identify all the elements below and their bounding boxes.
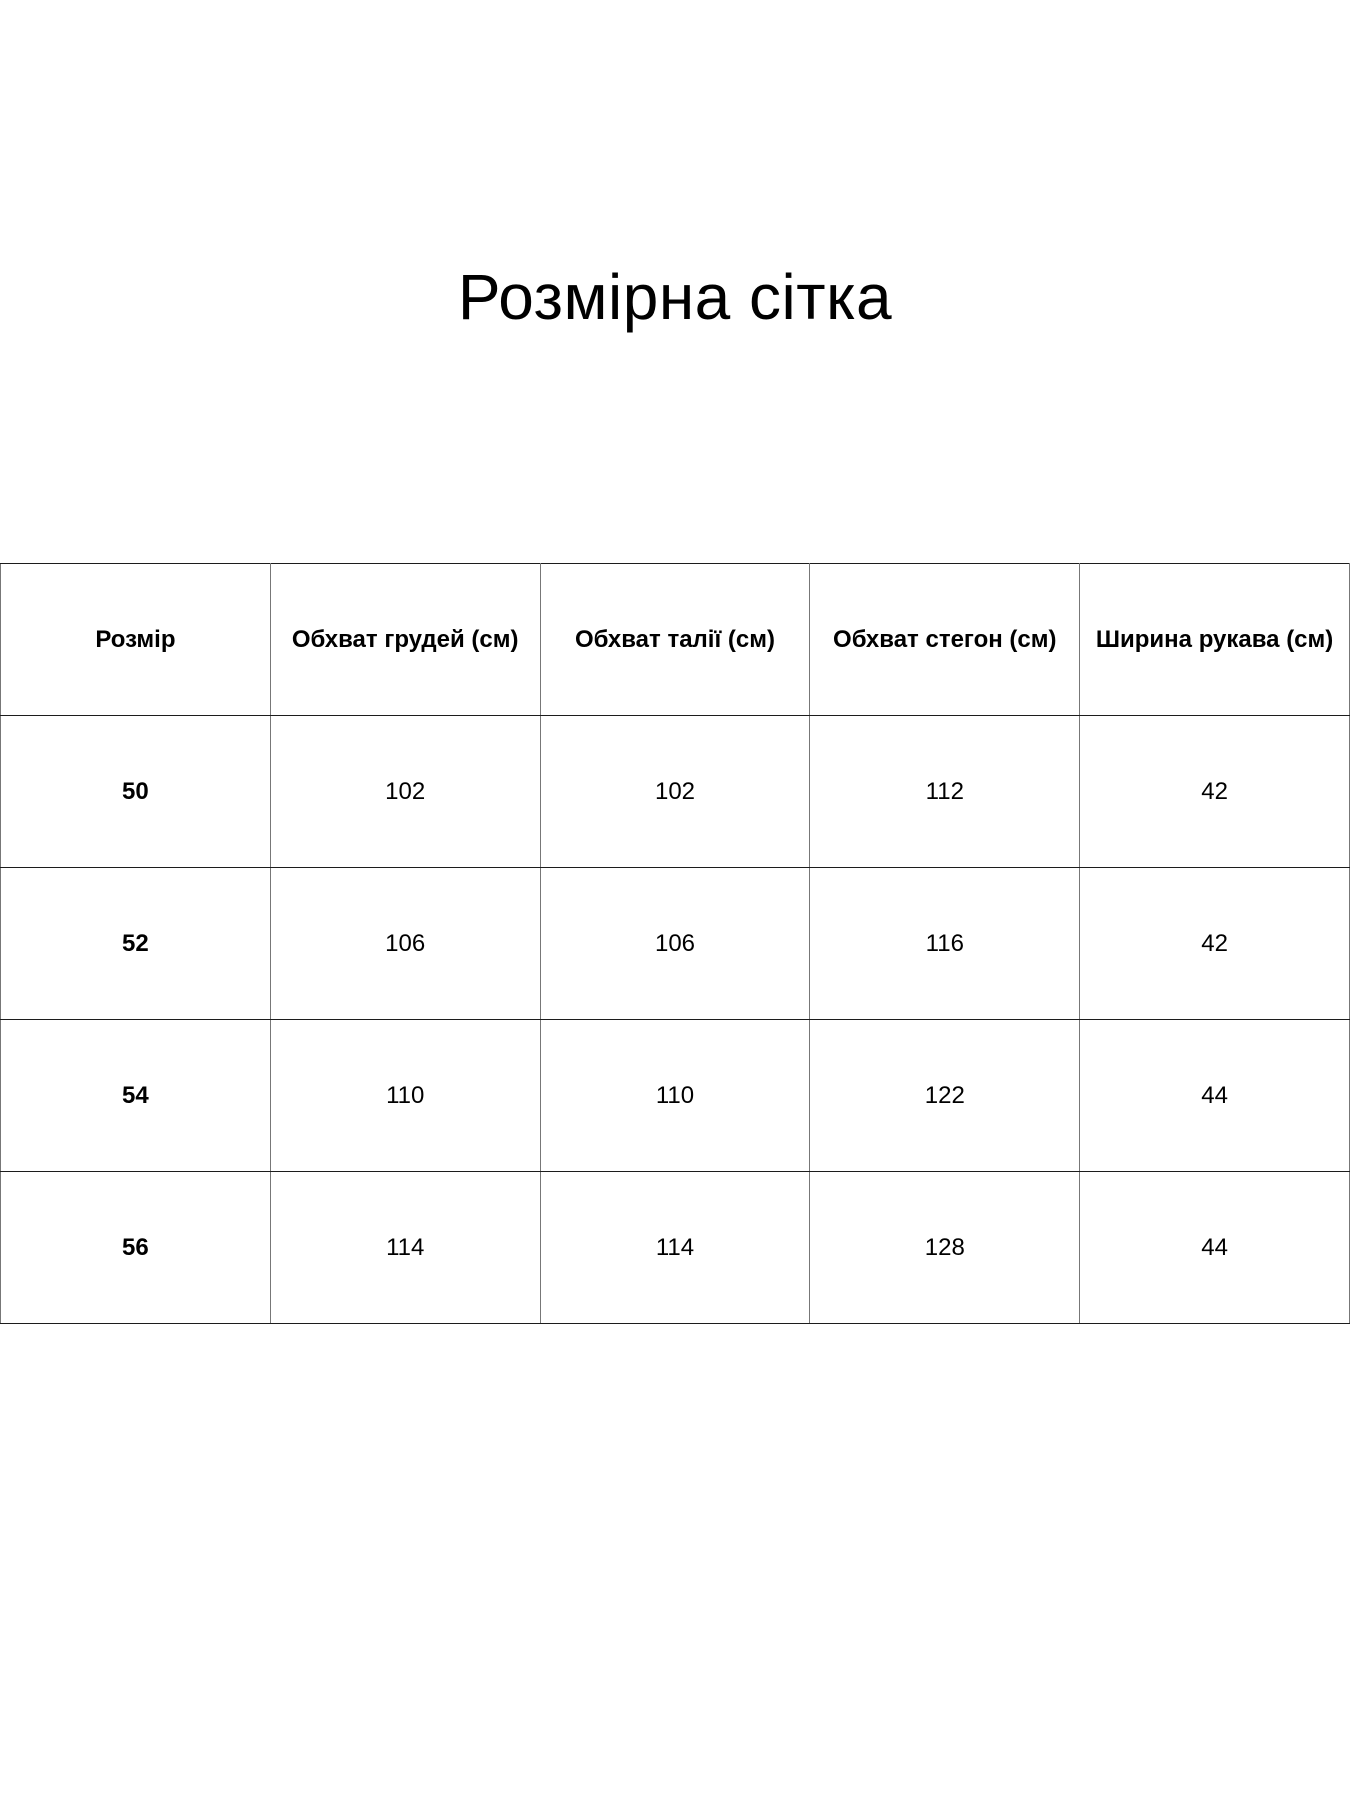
cell-hips: 128 bbox=[810, 1172, 1080, 1324]
column-header-sleeve: Ширина рукава (см) bbox=[1080, 564, 1350, 716]
table-row-size-56 bbox=[1, 1172, 1350, 1324]
cell-chest: 110 bbox=[270, 1020, 540, 1172]
cell-chest: 114 bbox=[270, 1172, 540, 1324]
cell-sleeve: 44 bbox=[1080, 1020, 1350, 1172]
page-title: Розмірна сітка bbox=[457, 261, 893, 333]
column-header-chest: Обхват грудей (см) bbox=[270, 564, 540, 716]
table-body bbox=[1, 716, 1350, 1324]
cell-waist: 106 bbox=[540, 868, 810, 1020]
column-header-hips: Обхват стегон (см) bbox=[810, 564, 1080, 716]
cell-chest: 102 bbox=[270, 716, 540, 868]
table-row-size-50 bbox=[1, 716, 1350, 868]
cell-size: 56 bbox=[1, 1172, 271, 1324]
column-header-waist: Обхват талії (см) bbox=[540, 564, 810, 716]
cell-waist: 102 bbox=[540, 716, 810, 868]
cell-waist: 114 bbox=[540, 1172, 810, 1324]
cell-hips: 112 bbox=[810, 716, 1080, 868]
cell-sleeve: 42 bbox=[1080, 868, 1350, 1020]
cell-waist: 110 bbox=[540, 1020, 810, 1172]
cell-size: 50 bbox=[1, 716, 271, 868]
cell-sleeve: 44 bbox=[1080, 1172, 1350, 1324]
table-header bbox=[1, 564, 1350, 716]
cell-size: 54 bbox=[1, 1020, 271, 1172]
cell-chest: 106 bbox=[270, 868, 540, 1020]
size-chart-table bbox=[0, 563, 1350, 1324]
table-row-size-52 bbox=[1, 868, 1350, 1020]
table-header-row bbox=[1, 564, 1350, 716]
cell-hips: 116 bbox=[810, 868, 1080, 1020]
cell-sleeve: 42 bbox=[1080, 716, 1350, 868]
table-row-size-54 bbox=[1, 1020, 1350, 1172]
cell-hips: 122 bbox=[810, 1020, 1080, 1172]
column-header-size: Розмір bbox=[1, 564, 271, 716]
cell-size: 52 bbox=[1, 868, 271, 1020]
